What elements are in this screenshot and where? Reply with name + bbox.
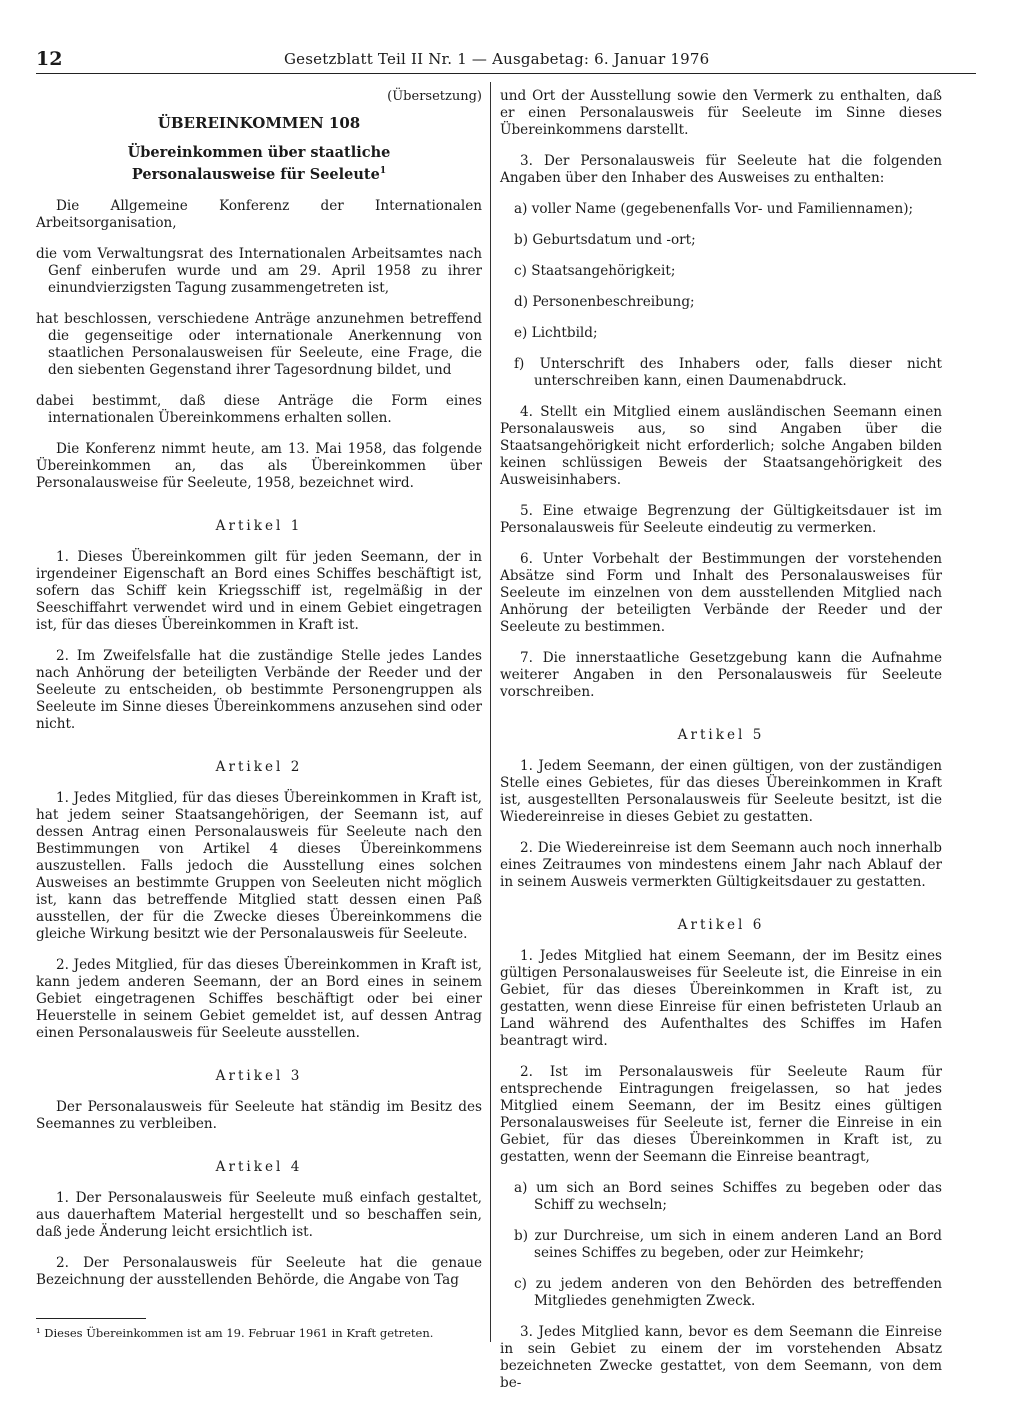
- art4-para-3: 3. Der Personalausweis für Seeleute hat die folgenden Angaben über den Inhaber des Ausweises zu enthalten:: [500, 153, 942, 186]
- right-column: [500, 88, 942, 1392]
- footnote-marker: 1: [379, 166, 387, 176]
- art4-para-4: 4. Stellt ein Mitglied einem ausländischen Seemann einen Personalausweis aus, so sind Angaben über die Staatsangehörigkeit nicht erforderlich; solche Angaben bilden keinen schlüssigen Beweis der Staatsangehörigkeit des Ausweisinhabers.: [500, 404, 942, 488]
- list-item: f) Unterschrift des Inhabers oder, falls dieser nicht unterschreiben kann, einen Daumenabdruck.: [514, 356, 942, 389]
- article-1-heading: Artikel 1: [215, 517, 303, 534]
- art1-para-2: 2. Im Zweifelsfalle hat die zuständige Stelle jedes Landes nach Anhörung der beteiligten Verbände der Reeder und der Seeleute zu entscheiden, ob bestimmte Personengruppen als Seeleute im Sinne dieses Übereinkommens anzusehen sind oder nicht.: [36, 647, 482, 732]
- translation-note: (Übersetzung): [387, 89, 482, 104]
- preamble-p2: die vom Verwaltungsrat des Internationalen Arbeitsamtes nach Genf einberufen wurde und am 29. April 1958 zu ihrer einundvierzigsten Tagung zusammengetreten ist,: [36, 245, 482, 296]
- preamble-p5: Die Konferenz nimmt heute, am 13. Mai 1958, das folgende Übereinkommen an, das als Übereinkommen über Personalausweise für Seeleute, 1958, bezeichnet wird.: [36, 440, 482, 491]
- preamble-p3: hat beschlossen, verschiedene Anträge anzunehmen betreffend die gegenseitige oder internationale Anerkennung von staatlichen Personalausweisen für Seeleute, eine Frage, die den siebenten Gegenstand ihrer Tagesordnung bildet, und: [36, 310, 482, 378]
- preamble-p1: Die Allgemeine Konferenz der Internationalen Arbeitsorganisation,: [36, 197, 482, 231]
- art4-para-5: 5. Eine etwaige Begrenzung der Gültigkeitsdauer ist im Personalausweis für Seeleute eindeutig zu vermerken.: [500, 503, 942, 536]
- list-item: b) Geburtsdatum und -ort;: [514, 232, 696, 248]
- art3-para-1: Der Personalausweis für Seeleute hat ständig im Besitz des Seemannes zu verbleiben.: [36, 1098, 482, 1132]
- art4-para-6: 6. Unter Vorbehalt der Bestimmungen der vorstehenden Absätze sind Form und Inhalt des Personalausweises für Seeleute im einzelnen von dem ausstellenden Mitglied nach Anhörung der beteiligten Verbände der Reeder und der Seeleute zu bestimmen.: [500, 551, 942, 635]
- art4-para-1: 1. Der Personalausweis für Seeleute muß einfach gestaltet, aus dauerhaftem Material hergestellt und so beschaffen sein, daß jede Änderung leicht ersichtlich ist.: [36, 1189, 482, 1240]
- header-rule: [36, 73, 976, 74]
- art1-para-1: 1. Dieses Übereinkommen gilt für jeden Seemann, der in irgendeiner Eigenschaft an Bord eines Schiffes beschäftigt ist, sofern das Schiff kein Kriegsschiff ist, regelmäßig in der Seeschiffahrt verwendet wird und in einem Gebiet eingetragen ist, für das dieses Übereinkommen in Kraft ist.: [36, 548, 482, 633]
- art4-para-7: 7. Die innerstaatliche Gesetzgebung kann die Aufnahme weiterer Angaben in den Personalausweis für Seeleute vorschreiben.: [500, 650, 942, 700]
- art2-para-2: 2. Jedes Mitglied, für das dieses Übereinkommen in Kraft ist, kann jedem anderen Seemann, der an Bord eines in seinem Gebiet eingetragenen Schiffes beschäftigt oder bei einer Heuerstelle in seinem Gebiet gemeldet ist, auf dessen Antrag einen Personalausweis für Seeleute ausstellen.: [36, 956, 482, 1041]
- list-item: d) Personenbeschreibung;: [514, 294, 695, 310]
- list-item: b) zur Durchreise, um sich in einem anderen Land an Bord seines Schiffes zu begeben, oder zur Heimkehr;: [514, 1228, 942, 1261]
- article-3-heading: Artikel 3: [215, 1067, 303, 1084]
- list-item: c) Staatsangehörigkeit;: [514, 263, 676, 279]
- art6-para-1: 1. Jedes Mitglied hat einem Seemann, der im Besitz eines gültigen Personalausweises für Seeleute ist, die Einreise in ein Gebiet, für das dieses Übereinkommen in Kraft ist, zu gestatten, wenn diese Einreise für einen befristeten Urlaub an Land während des Aufenthaltes des Schiffes im Hafen beantragt wird.: [500, 948, 942, 1049]
- art2-para-1: 1. Jedes Mitglied, für das dieses Übereinkommen in Kraft ist, hat jedem seiner Staatsangehörigen, der Seemann ist, auf dessen Antrag einen Personalausweis für Seeleute nach den Bestimmungen von Artikel 4 dieses Übereinkommens auszustellen. Falls jedoch die Ausstellung eines solchen Ausweises an bestimmte Gruppen von Seeleuten nicht möglich ist, kann das betreffende Mitglied statt dessen einen Paß ausstellen, der für die Zwecke dieses Übereinkommens die gleiche Wirkung besitzt wie der Personalausweis für Seeleute.: [36, 789, 482, 942]
- list-item: c) zu jedem anderen von den Behörden des betreffenden Mitgliedes genehmigten Zweck.: [514, 1276, 942, 1309]
- convention-title: ÜBEREINKOMMEN 108: [157, 114, 361, 132]
- art5-para-1: 1. Jedem Seemann, der einen gültigen, von der zuständigen Stelle eines Gebietes, für das dieses Übereinkommen in Kraft ist, ausgestellten Personalausweis für Seeleute besitzt, ist die Wiedereinreise in dieses Gebiet zu gestatten.: [500, 758, 942, 825]
- preamble-p4: dabei bestimmt, daß diese Anträge die Form eines internationalen Übereinkommens erhalten sollen.: [36, 392, 482, 426]
- running-head: Gesetzblatt Teil II Nr. 1 — Ausgabetag: 6. Januar 1976: [284, 50, 710, 68]
- list-item: a) voller Name (gegebenenfalls Vor- und Familiennamen);: [514, 201, 914, 217]
- article-2-heading: Artikel 2: [215, 758, 303, 775]
- page-number: 12: [36, 48, 63, 70]
- footnote-rule: [36, 1318, 146, 1319]
- art4-para-2: 2. Der Personalausweis für Seeleute hat die genaue Bezeichnung der ausstellenden Behörde, die Angabe von Tag: [36, 1254, 482, 1288]
- page-header: [36, 44, 976, 74]
- left-column: [36, 88, 482, 1289]
- art6-para-3: 3. Jedes Mitglied kann, bevor es dem Seemann die Einreise in sein Gebiet zu einem der im vorstehenden Absatz bezeichneten Zwecke gestattet, von dem Seemann, von dem be-: [500, 1324, 942, 1391]
- article-5-heading: Artikel 5: [677, 727, 765, 743]
- convention-subtitle: [36, 144, 482, 184]
- list-item: a) um sich an Bord seines Schiffes zu begeben oder das Schiff zu wechseln;: [514, 1180, 942, 1213]
- article-6-heading: Artikel 6: [677, 917, 765, 933]
- footnote: ¹ Dieses Übereinkommen ist am 19. Februar 1961 in Kraft getreten.: [36, 1326, 434, 1340]
- convention-subtitle-text: Übereinkommen über staatliche Personalausweise für Seeleute: [127, 144, 391, 183]
- list-item: e) Lichtbild;: [514, 325, 598, 341]
- art4-continuation: und Ort der Ausstellung sowie den Vermerk zu enthalten, daß er einen Personalausweis für Seeleute im Sinne dieses Übereinkommens darstellt.: [500, 88, 942, 138]
- article-4-heading: Artikel 4: [215, 1158, 303, 1175]
- art6-para-2: 2. Ist im Personalausweis für Seeleute Raum für entsprechende Eintragungen freigelassen, so hat jedes Mitglied einem Seemann, der im Besitz eines gültigen Personalausweises für Seeleute ist, ferner die Einreise in ein Gebiet, für das dieses Übereinkommen in Kraft ist, zu gestatten, wenn der Seemann die Einreise beantragt,: [500, 1064, 942, 1165]
- column-divider: [490, 82, 491, 1342]
- art5-para-2: 2. Die Wiedereinreise ist dem Seemann auch noch innerhalb eines Zeitraumes von mindestens einem Jahr nach Ablauf der in seinem Ausweis vermerkten Gültigkeitsdauer zu gestatten.: [500, 840, 942, 890]
